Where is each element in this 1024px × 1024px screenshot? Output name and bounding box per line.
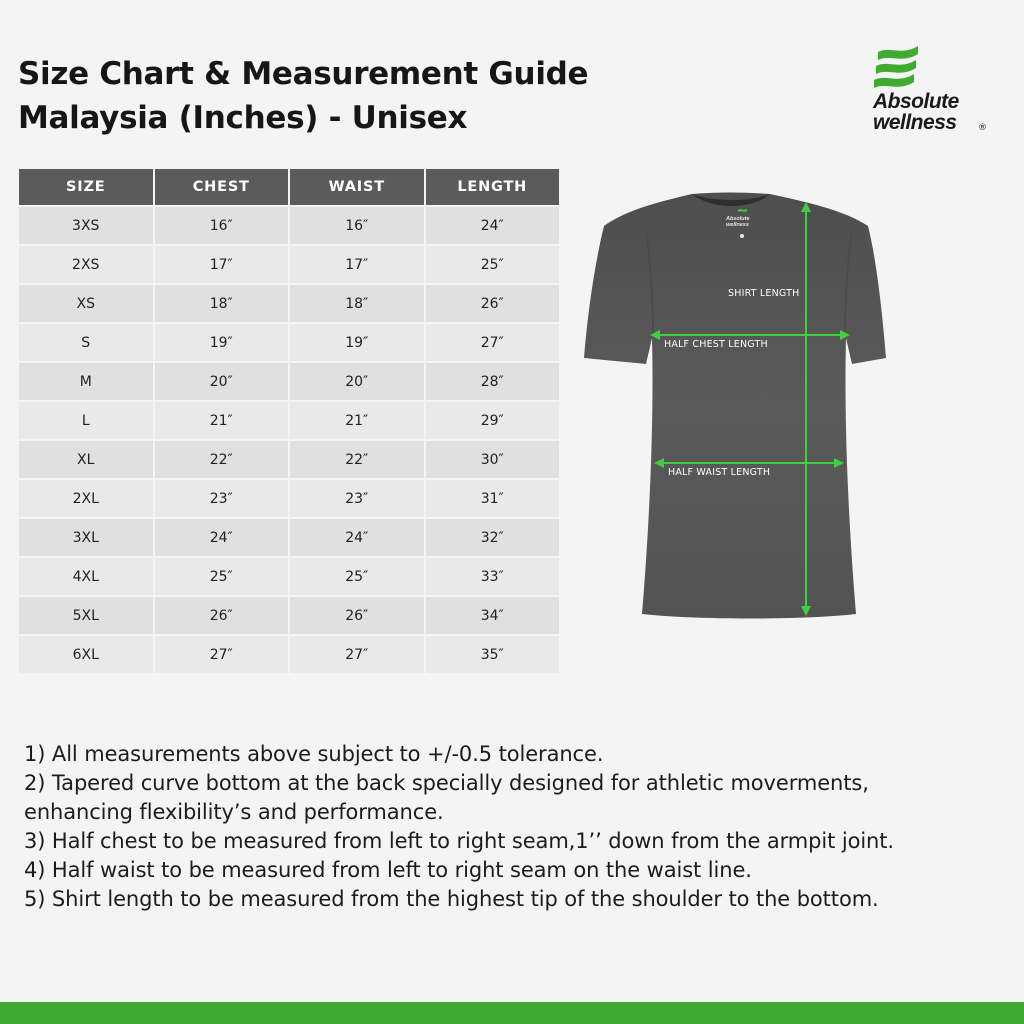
- note-2: 2) Tapered curve bottom at the back specially designed for athletic moverments,: [24, 771, 869, 795]
- footer-bar: [0, 1002, 1024, 1024]
- tshirt-body: [584, 193, 886, 619]
- cell-waist: 25″: [290, 558, 424, 595]
- cell-chest: 24″: [155, 519, 289, 556]
- cell-size: 5XL: [19, 597, 153, 634]
- cell-waist: 22″: [290, 441, 424, 478]
- cell-length: 29″: [426, 402, 560, 439]
- cell-size: S: [19, 324, 153, 361]
- cell-chest: 26″: [155, 597, 289, 634]
- shirt-length-label: SHIRT LENGTH: [728, 288, 800, 299]
- cell-chest: 23″: [155, 480, 289, 517]
- cell-length: 25″: [426, 246, 560, 283]
- table-row: [19, 558, 559, 595]
- shirt-measurement-diagram: [576, 188, 886, 628]
- cell-length: 30″: [426, 441, 560, 478]
- cell-size: M: [19, 363, 153, 400]
- note-4: 4) Half waist to be measured from left to right seam on the waist line.: [24, 858, 752, 882]
- cell-length: 28″: [426, 363, 560, 400]
- table-row: [19, 597, 559, 634]
- cell-length: 35″: [426, 636, 560, 673]
- brand-logo: [870, 44, 1000, 139]
- cell-waist: 20″: [290, 363, 424, 400]
- header-length: LENGTH: [426, 169, 560, 205]
- cell-length: 31″: [426, 480, 560, 517]
- table-row: [19, 402, 559, 439]
- half-chest-label: HALF CHEST LENGTH: [664, 339, 768, 350]
- brand-wordmark: [873, 91, 959, 133]
- cell-waist: 26″: [290, 597, 424, 634]
- cell-chest: 25″: [155, 558, 289, 595]
- table-row: [19, 285, 559, 322]
- cell-length: 33″: [426, 558, 560, 595]
- cell-chest: 20″: [155, 363, 289, 400]
- cell-length: 24″: [426, 207, 560, 244]
- table-row: [19, 519, 559, 556]
- note-2-continued: enhancing flexibility’s and performance.: [24, 800, 444, 824]
- brand-line-1: Absolute: [873, 90, 959, 113]
- header-size: SIZE: [19, 169, 153, 205]
- table-row: [19, 363, 559, 400]
- table-row: [19, 246, 559, 283]
- tag-line-2: wellness: [726, 222, 749, 228]
- table-row: [19, 441, 559, 478]
- cell-waist: 16″: [290, 207, 424, 244]
- tag-line-1: Absolute: [726, 216, 750, 222]
- note-1: 1) All measurements above subject to +/-0.5 tolerance.: [24, 742, 604, 766]
- table-row: [19, 207, 559, 244]
- title-line-2: Malaysia (Inches) - Unisex: [18, 100, 468, 136]
- cell-chest: 16″: [155, 207, 289, 244]
- cell-size: 6XL: [19, 636, 153, 673]
- cell-chest: 17″: [155, 246, 289, 283]
- cell-waist: 24″: [290, 519, 424, 556]
- cell-chest: 19″: [155, 324, 289, 361]
- note-5: 5) Shirt length to be measured from the highest tip of the shoulder to the bottom.: [24, 887, 879, 911]
- half-waist-label: HALF WAIST LENGTH: [668, 467, 771, 478]
- cell-size: 3XS: [19, 207, 153, 244]
- header-chest: CHEST: [155, 169, 289, 205]
- cell-length: 27″: [426, 324, 560, 361]
- note-3: 3) Half chest to be measured from left to right seam,1’’ down from the armpit joint.: [24, 829, 894, 853]
- cell-waist: 27″: [290, 636, 424, 673]
- brand-line-2: wellness: [873, 111, 957, 134]
- cell-size: 3XL: [19, 519, 153, 556]
- table-row: [19, 636, 559, 673]
- cell-size: XL: [19, 441, 153, 478]
- cell-chest: 27″: [155, 636, 289, 673]
- neck-tag-text: [726, 216, 762, 228]
- header-waist: WAIST: [290, 169, 424, 205]
- table-body: [19, 207, 559, 673]
- measurement-notes: [24, 740, 1014, 914]
- tag-dot-icon: [740, 234, 744, 238]
- size-chart-table: [17, 167, 561, 675]
- cell-size: XS: [19, 285, 153, 322]
- cell-size: 2XS: [19, 246, 153, 283]
- cell-chest: 18″: [155, 285, 289, 322]
- cell-size: L: [19, 402, 153, 439]
- registered-mark: ®: [978, 123, 987, 133]
- cell-chest: 22″: [155, 441, 289, 478]
- tshirt-illustration: [576, 188, 886, 628]
- table-row: [19, 324, 559, 361]
- cell-waist: 17″: [290, 246, 424, 283]
- cell-waist: 23″: [290, 480, 424, 517]
- cell-waist: 21″: [290, 402, 424, 439]
- cell-length: 26″: [426, 285, 560, 322]
- table-header-row: [19, 169, 559, 205]
- green-flag-waves-icon: [872, 44, 922, 90]
- cell-length: 32″: [426, 519, 560, 556]
- cell-waist: 18″: [290, 285, 424, 322]
- cell-waist: 19″: [290, 324, 424, 361]
- cell-size: 2XL: [19, 480, 153, 517]
- page-title: [18, 52, 588, 140]
- table-row: [19, 480, 559, 517]
- cell-chest: 21″: [155, 402, 289, 439]
- title-line-1: Size Chart & Measurement Guide: [18, 56, 589, 92]
- cell-length: 34″: [426, 597, 560, 634]
- cell-size: 4XL: [19, 558, 153, 595]
